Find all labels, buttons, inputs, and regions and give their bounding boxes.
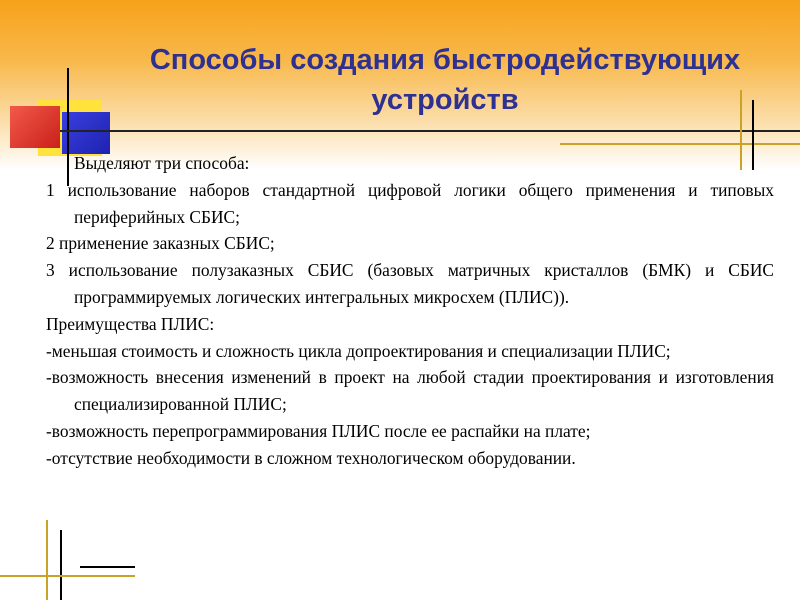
gold-horizontal-line-decoration <box>560 143 800 145</box>
gold-vertical-line-decoration-bottom <box>46 520 48 600</box>
slide-body <box>46 150 774 472</box>
method-item-1: 1 использование наборов стандартной цифровой логики общего применения и типовых периферийных СБИС; <box>46 179 774 227</box>
slide-title <box>100 40 790 120</box>
advantage-item-2: -возможность внесения изменений в проект на любой стадии проектирования и изготовления специализированной ПЛИС; <box>46 367 774 415</box>
method-item-3: 3 использование полузаказных СБИС (базовых матричных кристаллов (БМК) и СБИС программируемых логических интегральных микросхем (ПЛИС)). <box>46 260 774 307</box>
intro-text: Выделяют три способа: <box>74 153 250 173</box>
gold-horizontal-line-decoration-bottom <box>0 575 135 577</box>
horizontal-line-decoration-bottom <box>80 566 135 568</box>
slide-title-line1: Способы создания быстродействующих <box>149 44 741 76</box>
horizontal-line-decoration <box>60 130 800 132</box>
method-item-2: 2 применение заказных СБИС; <box>46 233 275 254</box>
red-square-decoration <box>10 106 60 148</box>
advantages-heading: Преимущества ПЛИС: <box>46 313 215 334</box>
advantage-item-3: -возможность перепрограммирования ПЛИС после ее распайки на плате; <box>46 420 591 441</box>
advantage-item-4: -отсутствие необходимости в сложном технологическом оборудовании. <box>46 447 576 468</box>
vertical-line-decoration-bottom <box>60 530 62 600</box>
advantage-item-1: -меньшая стоимость и сложность цикла допроектирования и специализации ПЛИС; <box>46 340 671 361</box>
slide-title-line2: устройств <box>371 84 519 116</box>
